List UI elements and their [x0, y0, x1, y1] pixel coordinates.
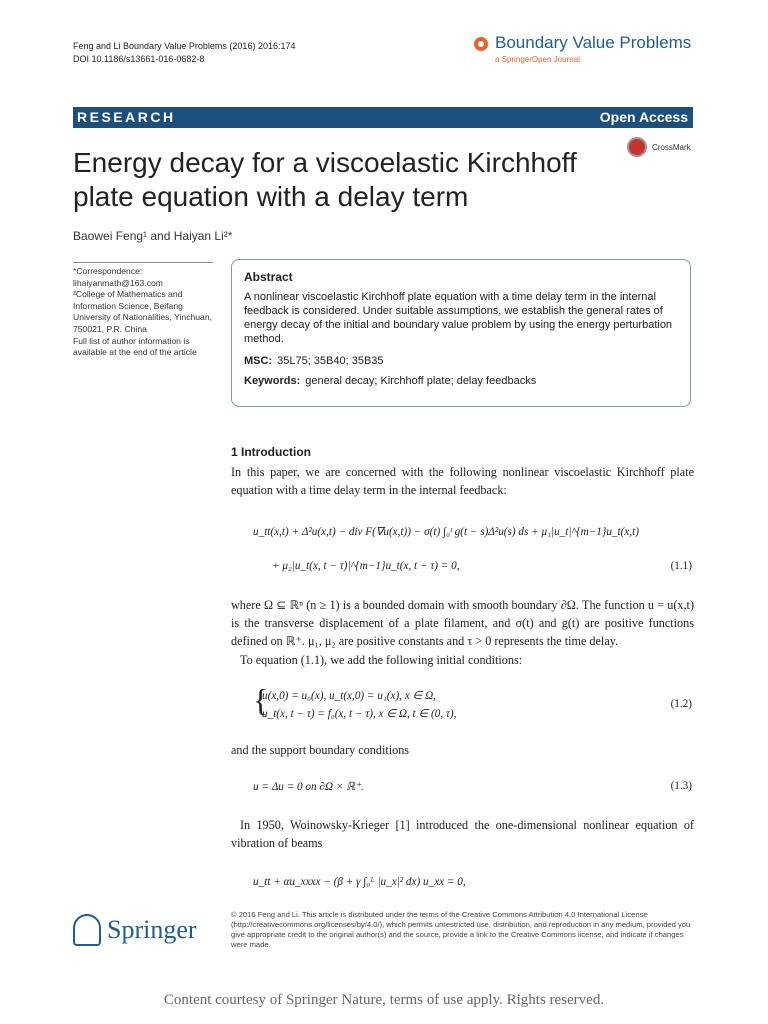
- note-line: Information Science, Beifang: [73, 300, 183, 311]
- note-line: ²College of Mathematics and: [73, 289, 183, 300]
- equation-number: (1.3): [670, 780, 692, 792]
- equation-1-1-line2: + μ₂|u_t(x, t − τ)|^{m−1}u_t(x, t − τ) = 0,: [272, 560, 460, 572]
- springer-horse-icon: [73, 914, 101, 946]
- journal-logo-icon: [474, 37, 488, 51]
- article-title: Energy decay for a viscoelastic Kirchhoff plate equation with a delay term: [73, 147, 577, 212]
- citation-block: [73, 40, 295, 66]
- paragraph-where: where Ω ⊆ ℝⁿ (n ≥ 1) is a bounded domain with smooth boundary ∂Ω. The function u = u(x,t) is the transverse displacement of a plate filament, and σ(t) and g(t) are positive functions defined on ℝ⁺. μ₁, μ₂ are positive constants and τ > 0 represents the time delay.: [231, 598, 694, 648]
- email-link[interactable]: lihaiyanmath@163.com: [73, 277, 163, 288]
- abstract-text: A nonlinear viscoelastic Kirchhoff plate equation with a time delay term in the internal feedback is considered. Under suitable assumptions, we establish the general rates of energy decay of the initial and boundary value problem by using the energy perturbation method.: [244, 291, 673, 345]
- keywords-value: general decay; Kirchhoff plate; delay feedbacks: [305, 375, 537, 387]
- paragraph-initial: To equation (1.1), we add the following initial conditions:: [240, 653, 523, 667]
- equation-1-1-line1: u_tt(x,t) + Δ²u(x,t) − div F(∇u(x,t)) − σ(t) ∫₀ᵗ g(t − s)Δ²u(s) ds + μ₁|u_t|^{m−1}u_t(x,t): [253, 526, 639, 538]
- springer-wordmark: Springer: [107, 915, 197, 944]
- crossmark-badge[interactable]: [627, 137, 697, 159]
- crossmark-icon: [627, 137, 647, 157]
- journal-subtitle: a SpringerOpen Journal: [495, 55, 580, 64]
- paragraph-boundary: and the support boundary conditions: [231, 743, 410, 757]
- equation-1-2-line1: u(x,0) = u₀(x), u_t(x,0) = u₁(x), x ∈ Ω,: [262, 690, 436, 702]
- note-line: *Correspondence:: [73, 266, 143, 276]
- paragraph-intro: In this paper, we are concerned with the following nonlinear viscoelastic Kirchhoff plate equation with a time delay term in the internal feedback:: [231, 465, 694, 497]
- abstract-heading: Abstract: [244, 270, 293, 284]
- crossmark-label: CrossMark: [652, 143, 691, 152]
- note-line: Full list of author information is: [73, 335, 190, 346]
- equation-1-2-line2: u_t(x, t − τ) = f₀(x, t − τ), x ∈ Ω, t ∈ (0, τ),: [262, 708, 457, 720]
- msc-label: MSC:: [244, 355, 273, 367]
- msc-value: 35L75; 35B40; 35B35: [277, 355, 384, 367]
- journal-logo[interactable]: [474, 34, 704, 68]
- equation-1-3: u = Δu = 0 on ∂Ω × ℝ⁺.: [253, 781, 364, 793]
- citation-line: Feng and Li Boundary Value Problems (2016) 2016:174: [73, 41, 296, 51]
- springer-logo[interactable]: [73, 912, 213, 952]
- keywords-line: [244, 374, 678, 388]
- author-list: Baowei Feng¹ and Haiyan Li²*: [73, 229, 233, 243]
- equation-beam: u_tt + αu_xxxx − (β + γ ∫₀ᴸ |u_x|² dx) u_xx = 0,: [253, 876, 466, 888]
- courtesy-notice: Content courtesy of Springer Nature, terms of use apply. Rights reserved.: [163, 992, 605, 1008]
- journal-name: Boundary Value Problems: [495, 33, 692, 52]
- equation-number: (1.2): [670, 698, 692, 710]
- doi-line: DOI 10.1186/s13661-016-0682-8: [73, 54, 205, 64]
- note-line: 750021, P.R. China: [73, 323, 147, 334]
- open-access-label[interactable]: Open Access: [599, 109, 688, 125]
- equation-number: (1.1): [670, 560, 692, 572]
- abstract-box: [231, 259, 691, 407]
- section-heading: 1 Introduction: [231, 445, 311, 459]
- keywords-label: Keywords:: [244, 375, 301, 387]
- article-type-label: RESEARCH: [77, 109, 176, 125]
- license-text: © 2016 Feng and Li. This article is distributed under the terms of the Creative Commons Attribution 4.0 International License (http://creativecommons.org/licenses/by/4.0/), which permits unrestricted use, distribution, and reproduction in any medium, provided you give appropriate credit to the original author(s) and the source, provide a link to the Creative Commons license, and indicate if changes were made.: [231, 910, 691, 949]
- msc-line: [244, 354, 678, 368]
- research-bar: [73, 107, 693, 128]
- note-line: University of Nationalities, Yinchuan,: [73, 312, 213, 323]
- paragraph-history: In 1950, Woinowsky-Krieger [1] introduced the one-dimensional nonlinear equation of vibration of beams: [231, 818, 694, 850]
- correspondence-note: [73, 262, 213, 359]
- note-line: available at the end of the article: [73, 347, 197, 358]
- brace-icon: {: [253, 682, 269, 718]
